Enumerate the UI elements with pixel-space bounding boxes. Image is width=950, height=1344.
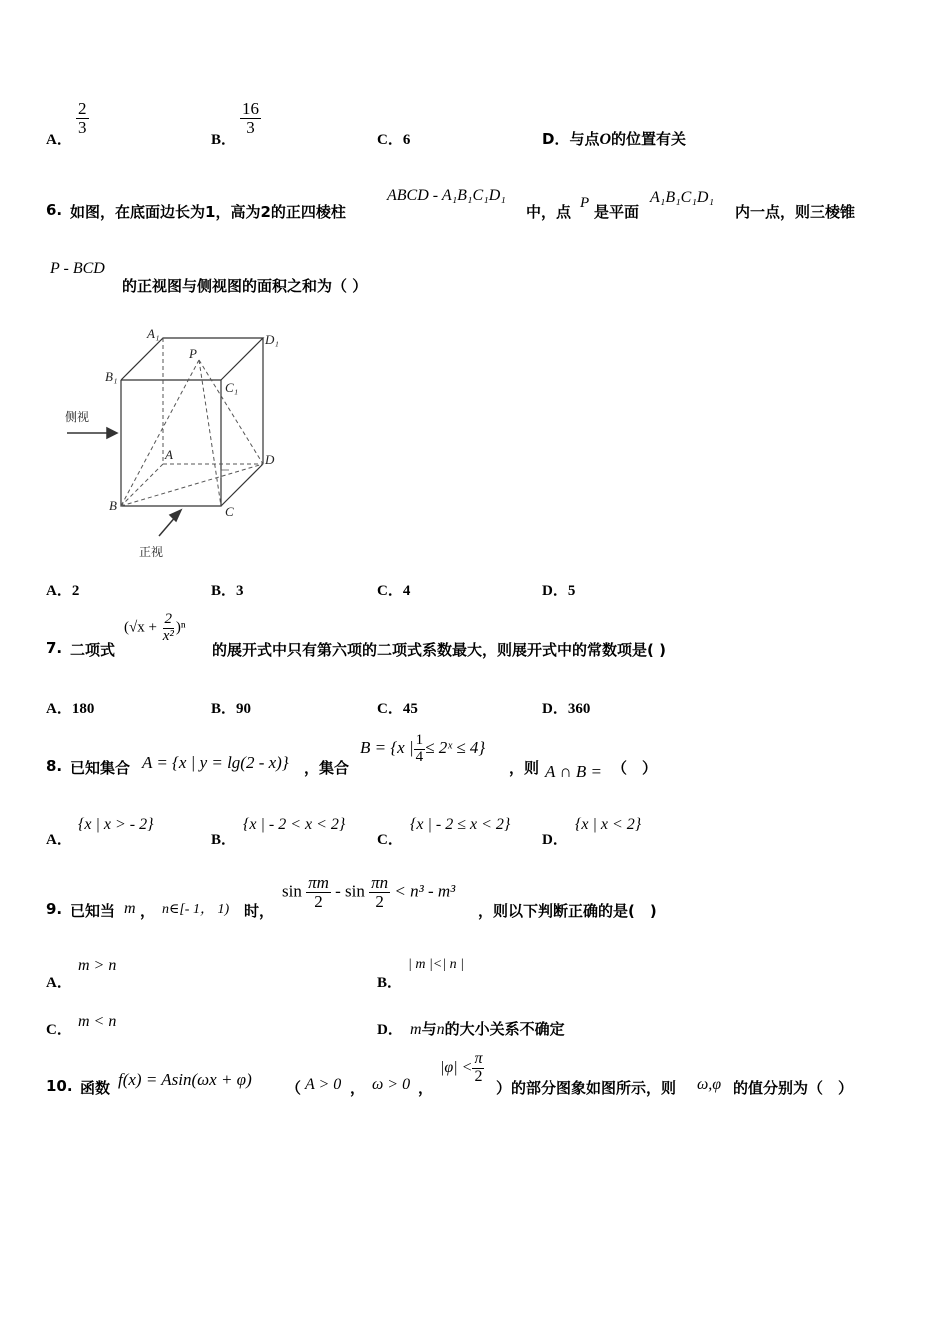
- label-p: P: [189, 346, 197, 361]
- side-view-arrowhead: [107, 428, 117, 438]
- q7-choice-b: B．90: [211, 701, 252, 717]
- pyramid-edge-pc: [199, 360, 221, 506]
- prism-figure: [55, 318, 295, 568]
- q6-text3: 是平面: [594, 203, 640, 221]
- q10-cond-a: A > 0: [305, 1076, 342, 1093]
- q9-number: 9.: [46, 900, 63, 918]
- q9-choice-a-label: A．: [46, 975, 72, 991]
- q7-choice-c: C．45: [377, 701, 418, 717]
- q9-choice-c-label: C．: [46, 1022, 72, 1038]
- label-b1: B₁: [105, 369, 118, 384]
- q9-text2: 时，: [244, 902, 275, 920]
- label-d1: D₁: [265, 332, 279, 347]
- q9-choice-b-value: | m |<| n |: [408, 957, 464, 972]
- q7-choice-d: D．360: [542, 701, 591, 717]
- q8-choice-b-value: {x | - 2 < x < 2}: [243, 816, 346, 833]
- q10-number: 10.: [46, 1077, 73, 1095]
- q7-choice-a: A．180: [46, 701, 95, 717]
- q7-binomial: (√x + $\frac{2}{\text{x²}}$ )ⁿ: [124, 611, 186, 644]
- q8-choice-c-value: {x | - 2 ≤ x < 2}: [410, 816, 511, 833]
- q10-cond-phi: |φ| < $\frac{\pi}{2}$: [440, 1050, 483, 1085]
- q10-cond-open: （: [286, 1079, 302, 1097]
- q8-choice-a-value: {x | x > - 2}: [78, 816, 154, 833]
- q6-text4: 内一点，则三棱锥: [735, 203, 856, 221]
- q5-choice-a-value: $\frac{2}{3}$: [78, 99, 87, 137]
- q6-choice-b: B．3: [211, 583, 244, 599]
- q6-choice-d: D．5: [542, 583, 576, 599]
- q5-choice-a-label: A．: [46, 132, 72, 148]
- q5-choice-d: D．与点O的位置有关: [542, 130, 687, 148]
- q9-choice-c-value: m < n: [78, 1013, 117, 1030]
- q9-text1: 已知当: [70, 902, 116, 920]
- q10-text2: ）的部分图象如图所示，则: [496, 1079, 677, 1097]
- q10-function: f(x) = Asin(ωx + φ): [118, 1070, 252, 1089]
- q9-choice-b-label: B．: [377, 975, 403, 991]
- q8-choice-a-label: A．: [46, 832, 72, 848]
- q5-choice-b-value: $\frac{16}{3}$: [242, 99, 259, 137]
- q6-pyramid: P - BCD: [50, 260, 105, 277]
- q10-vars: ω,φ: [697, 1076, 722, 1093]
- q9-choice-d-label: D．: [377, 1022, 403, 1038]
- q6-choice-c: C．4: [377, 583, 411, 599]
- q5-choice-b-label: B．: [211, 132, 237, 148]
- right-angle-mark: [221, 470, 229, 478]
- q9-domain: n∈[- 1， 1): [162, 902, 230, 917]
- label-d: D: [265, 452, 275, 467]
- q8-number: 8.: [46, 757, 63, 775]
- q8-choice-d-value: {x | x < 2}: [575, 816, 642, 833]
- prism-front-face: [121, 380, 221, 506]
- q10-text1: 函数: [80, 1079, 111, 1097]
- label-c: C: [225, 504, 234, 519]
- q6-text2: 中，点: [526, 203, 572, 221]
- q6-point: P: [580, 195, 590, 211]
- q10-cond-sep2: ，: [418, 1079, 434, 1097]
- q8-set-a: A = {x | y = lg(2 - x)}: [142, 753, 289, 772]
- q9-text3: ，则以下判断正确的是( ): [478, 902, 657, 920]
- label-a: A: [165, 447, 173, 462]
- q6-choice-a: A．2: [46, 583, 80, 599]
- front-view-arrowhead: [170, 510, 181, 521]
- q8-choice-b-label: B．: [211, 832, 237, 848]
- q8-text3: ，则: [509, 759, 540, 777]
- front-view-label: 正视: [139, 545, 164, 559]
- q9-inequality: sin $\frac{\pi m}{2}$ - sin $\frac{\pi n}{2}$ < n³ - m³: [282, 873, 456, 911]
- q9-choice-d-value: m与n的大小关系不确定: [410, 1020, 565, 1038]
- q6-prism: ABCD - A₁B₁C₁D₁: [387, 187, 506, 204]
- q8-intersection: A ∩ B =: [545, 762, 602, 781]
- q8-set-b: B = {x | $\frac{1}{4}$ ≤ 2ˣ ≤ 4}: [360, 732, 486, 765]
- pyramid-edge-pd: [199, 360, 263, 464]
- pyramid-edge-pb: [121, 360, 199, 506]
- label-c1: C₁: [225, 380, 239, 395]
- q5-choice-c: C．6: [377, 132, 411, 148]
- q8-text2: ，集合: [304, 759, 350, 777]
- q6-text1: 如图，在底面边长为1，高为2的正四棱柱: [70, 203, 346, 221]
- q8-choice-c-label: C．: [377, 832, 403, 848]
- side-view-label: 侧视: [65, 410, 90, 424]
- q8-choice-d-label: D．: [542, 832, 568, 848]
- q9-choice-a-value: m > n: [78, 957, 117, 974]
- label-b: B: [109, 498, 117, 513]
- q7-number: 7.: [46, 639, 63, 657]
- q8-text4: （ ）: [612, 759, 658, 777]
- q10-cond-sep1: ，: [350, 1079, 366, 1097]
- q6-plane: A₁B₁C₁D₁: [650, 189, 715, 206]
- q6-number: 6.: [46, 201, 63, 219]
- q10-text3: 的值分别为（ ）: [733, 1079, 854, 1097]
- label-a1: A₁: [147, 326, 160, 341]
- q10-cond-omega: ω > 0: [372, 1076, 411, 1093]
- q8-text1: 已知集合: [70, 759, 131, 777]
- q9-var-m: m: [124, 900, 136, 917]
- q7-text2: 的展开式中只有第六项的二项式系数最大，则展开式中的常数项是( ): [212, 641, 666, 659]
- q6-text5: 的正视图与侧视图的面积之和为（ ）: [122, 277, 368, 295]
- q7-text1: 二项式: [70, 641, 116, 659]
- q9-comma: ，: [140, 902, 156, 920]
